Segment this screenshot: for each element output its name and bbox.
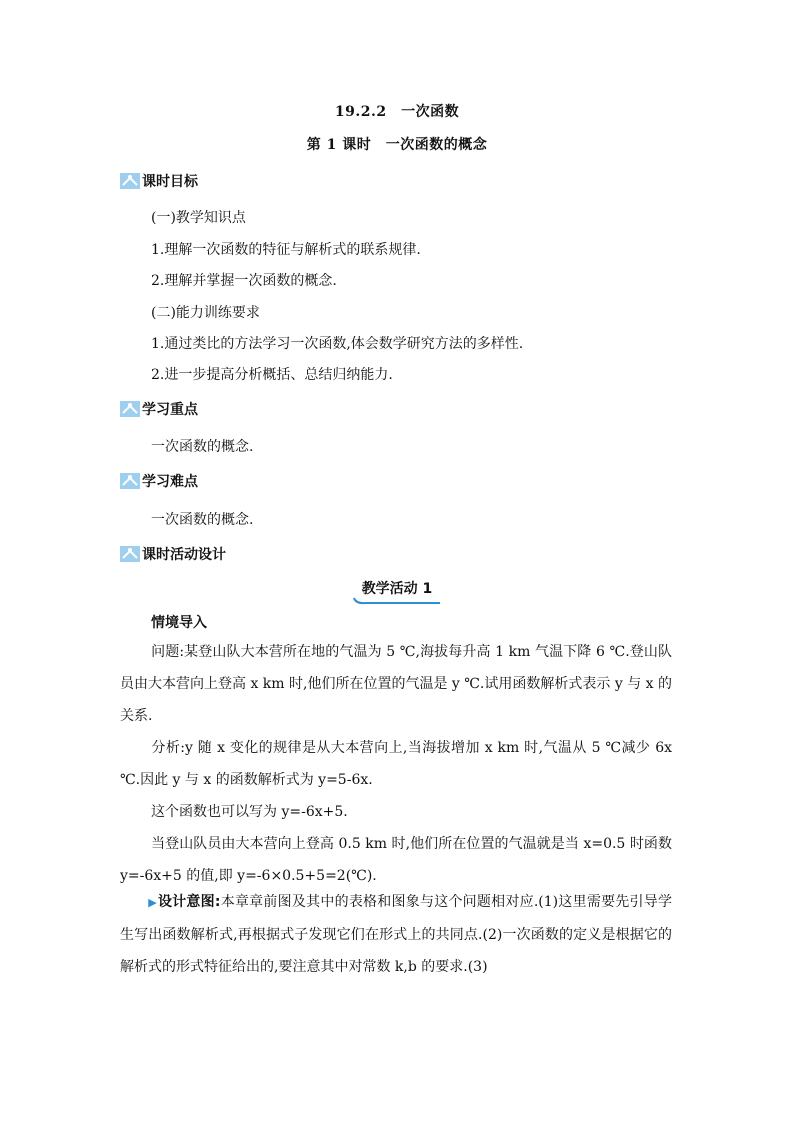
design-heading (120, 543, 226, 565)
objectives-heading-text: 课时目标 (142, 174, 198, 190)
difficulties-heading (120, 470, 198, 492)
analysis-paragraph: 分析:y 随 x 变化的规律是从大本营向上,当海拔增加 x km 时,气温从 5 ℃减少 6x ℃.因此 y 与 x 的函数解析式为 y=5-6x. (120, 740, 672, 788)
scenario-heading: 情境导入 (151, 615, 207, 631)
activity-badge-text: 教学活动 1 (361, 581, 433, 597)
objective-line: 2.进一步提高分析概括、总结归纳能力. (151, 367, 393, 383)
design-note-paragraph (120, 886, 672, 983)
objective-line: (二)能力训练要求 (151, 305, 260, 321)
design-note-text: 本章章前图及其中的表格和图象与这个问题相对应.(1)这里需要先引导学生写出函数解析式,再根据式子发现它们在形式上的共同点.(2)一次函数的定义是根据它的解析式的形式特征给出的,要注意其中对常数 k,b 的要求.(3) (120, 894, 673, 975)
rewrite-paragraph: 这个函数也可以写为 y=-6x+5. (151, 804, 348, 820)
design-note-label: 设计意图: (157, 894, 221, 910)
lesson-title: 第 1 课时 一次函数的概念 (306, 137, 488, 153)
objective-line: 1.理解一次函数的特征与解析式的联系规律. (151, 242, 421, 258)
activity-badge (0, 578, 794, 598)
key-points-text: 一次函数的概念. (151, 439, 254, 455)
evaluation-paragraph: 当登山队员由大本营向上登高 0.5 km 时,他们所在位置的气温就是当 x=0.5 时函数 y=-6x+5 的值,即 y=-6×0.5+5=2(℃). (120, 836, 672, 884)
difficulties-text: 一次函数的概念. (151, 512, 254, 528)
key-points-heading-text: 学习重点 (142, 402, 198, 418)
underline-swoosh-icon (352, 596, 442, 606)
difficulties-heading-text: 学习难点 (142, 474, 198, 490)
book-icon (120, 472, 140, 490)
book-icon (120, 172, 140, 190)
objective-line: 2.理解并掌握一次函数的概念. (151, 273, 337, 289)
design-heading-text: 课时活动设计 (142, 547, 226, 563)
book-icon (120, 400, 140, 418)
book-icon (120, 545, 140, 563)
key-points-heading (120, 398, 198, 420)
objectives-heading (120, 170, 198, 192)
objective-line: (一)教学知识点 (151, 210, 246, 226)
objective-line: 1.通过类比的方法学习一次函数,体会数学研究方法的多样性. (151, 336, 524, 352)
triangle-arrow-icon: ▶ (148, 896, 157, 909)
section-title: 19.2.2 一次函数 (334, 104, 460, 120)
problem-paragraph: 问题:某登山队大本营所在地的气温为 5 ℃,海拔每升高 1 km 气温下降 6 ℃.登山队员由大本营向上登高 x km 时,他们所在位置的气温是 y ℃.试用函数解析式表示 y 与 x 的关系. (120, 644, 672, 724)
